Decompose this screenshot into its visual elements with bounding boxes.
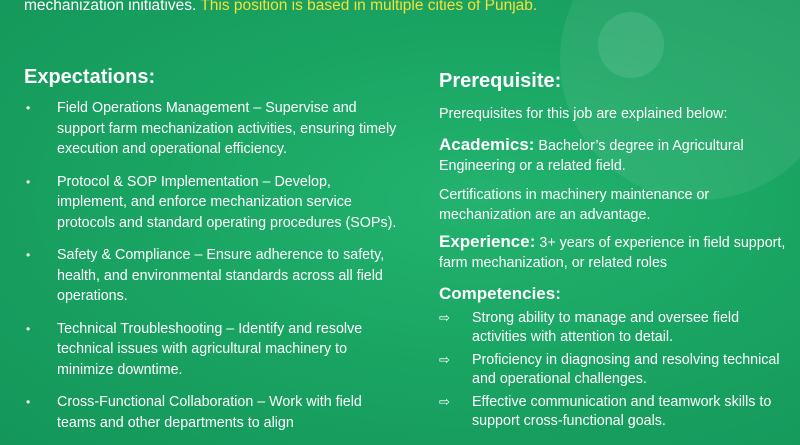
list-item-text: Protocol & SOP Implementation – Develop, implement, and enforce mechanization service protocols and standard operating procedures (SOPs). [57, 173, 397, 231]
list-item [439, 351, 791, 390]
experience-text: 3+ years of experience in field support, farm mechanization, or related roles [439, 234, 786, 271]
arrow-right-icon: ⇨ [439, 394, 450, 410]
list-item-text: Safety & Compliance – Ensure adherence to safety, health, and environmental standards across all field operations. [57, 247, 385, 304]
prerequisite-intro: Prerequisites for this job are explained below: [439, 106, 728, 122]
competencies-list [439, 309, 791, 432]
list-item-text: Technical Troubleshooting – Identify and resolve technical issues with agricultural machinery to minimize downtime. [57, 320, 363, 378]
list-item [24, 392, 404, 433]
bullet-icon: • [26, 395, 31, 409]
list-item [24, 172, 404, 234]
bullet-icon: • [26, 174, 31, 189]
prerequisite-section [439, 68, 791, 435]
list-item-text: Cross-Functional Collaboration – Work with field teams and other departments to align [57, 394, 362, 431]
intro-text [24, 0, 784, 16]
academics-paragraph [439, 135, 791, 177]
list-item-text: Strong ability to manage and oversee field activities with attention to detail. [472, 309, 740, 345]
experience-label: Experience: [439, 231, 536, 251]
arrow-right-icon: ⇨ [439, 352, 450, 368]
expectations-heading: Expectations: [24, 66, 156, 88]
bullet-icon: • [26, 248, 31, 262]
list-item [24, 98, 404, 160]
list-item [439, 393, 791, 432]
academics-text: Bachelor’s degree in Agricultural Engineering or a related field. [439, 137, 744, 174]
list-item-text: Proficiency in diagnosing and resolving technical and operational challenges. [472, 351, 780, 387]
expectations-section [24, 64, 404, 445]
intro-line: mechanization initiatives. [24, 0, 197, 14]
certifications-text: Certifications in machinery maintenance or mechanization are an advantage. [439, 186, 710, 223]
arrow-right-icon: ⇨ [439, 310, 450, 326]
list-item [24, 245, 404, 307]
prerequisite-heading: Prerequisite: [439, 70, 562, 92]
experience-paragraph [439, 232, 791, 274]
academics-label: Academics: [439, 134, 535, 154]
bullet-icon: • [26, 101, 31, 115]
bullet-icon: • [26, 321, 31, 336]
list-item-text: Field Operations Management – Supervise and support farm mechanization activities, ensuring timely execution and operational efficiency. [57, 100, 397, 157]
competencies-heading: Competencies: [439, 283, 561, 303]
list-item [439, 309, 791, 348]
list-item [24, 319, 404, 381]
intro-highlight: This position is based in multiple cities of Punjab. [200, 0, 538, 14]
expectations-list [24, 98, 404, 433]
list-item-text: Effective communication and teamwork skills to support cross-functional goals. [472, 393, 772, 429]
